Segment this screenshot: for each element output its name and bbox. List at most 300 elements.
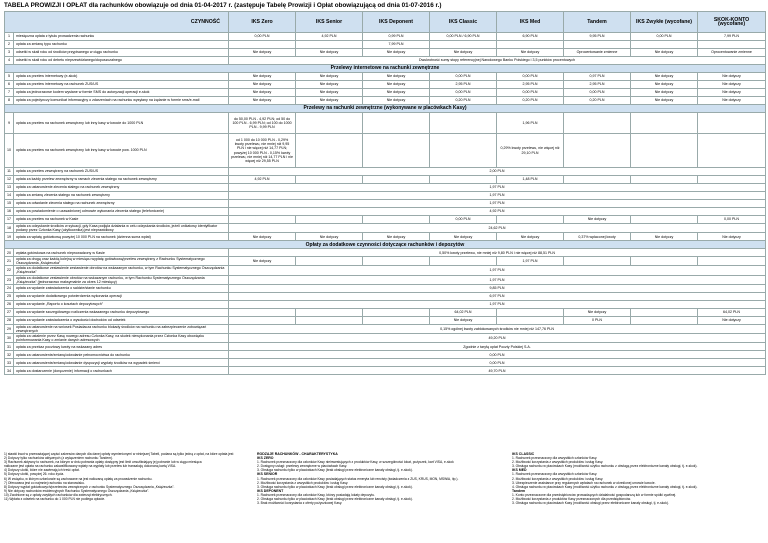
fee-value: [296, 176, 363, 184]
fee-value: [564, 41, 631, 49]
fee-value-all: 1,97 PLN: [229, 300, 766, 308]
fee-value: [229, 216, 296, 224]
table-row: [5, 216, 766, 224]
fee-value: [363, 113, 430, 134]
row-label: opłata za przelew internetowy (e-skok): [14, 73, 229, 81]
fee-value: 0,00 PLN: [497, 89, 564, 97]
fee-value: 7,99 PLN: [698, 33, 766, 41]
header-row: [5, 12, 766, 33]
row-number: 13: [5, 184, 14, 192]
account-type-feature: 4. Obsługa rachunku w placówkach Kasy (możliwość użytku rachunku z obsługą przez elektroniczne kanały obsługi, tj. e-skok).: [512, 484, 698, 489]
table-row: [5, 333, 766, 342]
row-label: opłata za dodatkowe zestawienie obrotów na wskazanym rachunku, w tym Rachunku Systematycznego Oszczędzania „Książeczka” (jednorazowo maksymalnie za okres 12 miesięcy): [14, 275, 229, 284]
fee-value: Oprocentowanie zmienne: [698, 49, 766, 57]
fee-value: 1,97 PLN: [497, 257, 564, 266]
fee-value: [296, 316, 363, 324]
section-title: Przelewy internetowe na rachunki zewnętrzne: [5, 65, 766, 73]
fee-value: 0,00 PLN: [564, 89, 631, 97]
row-number: 11: [5, 168, 14, 176]
fee-value: Nie dotyczy: [698, 73, 766, 81]
fee-value-all: 1,97 PLN: [229, 200, 766, 208]
row-label: opłata za wydanie zaświadczenia o wysokości dochodów od odsetek: [14, 316, 229, 324]
fee-value: [631, 216, 698, 224]
fee-value: Nie dotyczy: [564, 216, 631, 224]
fee-value: [698, 134, 766, 168]
footnote: 2) Dotyczy tylko rachunków aktywnych (z wyłączeniem rachunku Tandem).: [4, 456, 113, 461]
fee-value: 64,02 PLN: [430, 308, 497, 316]
fee-value: 0,00 PLN: [631, 33, 698, 41]
table-row: [5, 192, 766, 200]
fee-value: [363, 134, 430, 168]
row-label: opłata za ustanowienie na wniosek Posiadacza rachunku blokady środków na rachunku na zabezpieczenie zobowiązań zewnętrznych: [14, 324, 229, 333]
account-type-name: IKS DEPONENT: [257, 488, 284, 493]
fee-value-all: Zgodnie z taryfą opłat Poczty Polskiej S.A.: [229, 343, 766, 351]
header-skok-konto: SKOK-KONTO (wycofane): [698, 12, 766, 33]
account-types-left: [257, 452, 507, 505]
table-row: [5, 200, 766, 208]
row-number: 23: [5, 275, 14, 284]
fees-table-body: [5, 33, 766, 375]
fee-value: Nie dotyczy: [564, 308, 631, 316]
fees-table: [4, 11, 766, 375]
row-label: opłata za zmianę typu rachunku: [14, 41, 229, 49]
row-label: opłata za powiadomienie o uzasadnionej odmowie wykonania zlecenia stałego (telefonicznie): [14, 208, 229, 216]
fee-value: 2,95 PLN: [497, 81, 564, 89]
fee-value: Nie dotyczy: [296, 89, 363, 97]
table-row: [5, 81, 766, 89]
fee-value-all: 1,97 PLN: [229, 192, 766, 200]
row-label: opłata za drugą oraz każdą kolejną w miesiącu wypłatę gotówkową/przelew zewnętrzny z Rachunku Systematycznego Oszczędzania „Książeczka”: [14, 257, 229, 266]
row-label: opłata za wydanie dodatkowego potwierdzenia wykonania operacji: [14, 292, 229, 300]
fee-value: 0,97 PLN: [564, 73, 631, 81]
fee-value: 6,90 PLN: [497, 33, 564, 41]
row-number: 33: [5, 359, 14, 367]
fee-value: [430, 134, 497, 168]
fee-value: 7,99 PLN: [363, 41, 430, 49]
row-label: opłata za dostarczenie (doręczenie) informacji o rachunkach: [14, 367, 229, 375]
fee-value: [296, 113, 363, 134]
fee-value: 0 PLN: [564, 316, 631, 324]
account-type-name: IKS ZERO: [257, 456, 274, 461]
section-row: [5, 241, 766, 249]
table-row: [5, 224, 766, 233]
fee-value: Nie dotyczy: [229, 257, 296, 266]
account-type-feature: 3. Obsługa rachunku tylko w placówkach Kasy (brak obsługi przez elektroniczne kanały obsługi, tj. e-skok).: [257, 468, 413, 473]
account-type-feature: 3. Obsługa rachunku tylko w placówkach Kasy (brak obsługi przez elektroniczne kanały obsługi, tj. e-skok).: [257, 484, 413, 489]
fee-value: Nie dotyczy: [229, 49, 296, 57]
fee-value: 0,20 PLN: [430, 97, 497, 105]
table-row: [5, 208, 766, 216]
row-number: 34: [5, 367, 14, 375]
footnote: 9) Nie dotyczy rachunków ewidencyjnych Rachunku Systematycznego Oszczędzania „Książeczka”.: [4, 488, 150, 493]
fee-value: Nie dotyczy: [229, 97, 296, 105]
account-type-feature: 1. Rachunek przeznaczony dla członków Kasy nieinwestujących z produktów Kasy, w szczególności lokat, pożyczek, kart VISA, e-skok: [257, 460, 454, 465]
table-row: [5, 257, 766, 266]
fee-value: Oprocentowanie zmienne: [564, 49, 631, 57]
footnote: 11) Wpłata z odsetek na rachunku do 1 000 PLN nie podlega opłacie.: [4, 497, 106, 502]
account-type-name: IKS CLASSIC: [512, 452, 535, 456]
footnote: 8) Dotyczy wypłat gotówkowych/przelewów zewnętrznych z rachunku Systematycznego Oszczędzania „Książeczka”.: [4, 484, 175, 489]
row-number: 2: [5, 41, 14, 49]
fee-value: Nie dotyczy: [631, 233, 698, 241]
fee-value: Nie dotyczy: [229, 89, 296, 97]
row-number: 17: [5, 216, 14, 224]
account-type-feature: 3. Obsługa rachunku w placówkach Kasy (możliwość obsługi przez elektroniczne kanały obsługi, tj. e-skok).: [512, 501, 669, 506]
row-number: 12: [5, 176, 14, 184]
fee-value: Nie dotyczy: [296, 81, 363, 89]
fee-value: [229, 316, 296, 324]
fee-value-all: 6,97 PLN: [229, 292, 766, 300]
fee-value: [363, 257, 430, 266]
account-type-feature: 1. Rachunek przeznaczony dla członków Kasy, którzy posiadają lokaty depozytu.: [257, 492, 375, 497]
fee-value: [497, 216, 564, 224]
fee-value: [564, 257, 631, 266]
account-type-feature: 1. Rachunek przeznaczony dla wszystkich członków Kasy.: [512, 472, 598, 477]
fee-value: Nie dotyczy: [296, 73, 363, 81]
fee-value: Nie dotyczy: [363, 49, 430, 57]
fee-value: [698, 41, 766, 49]
fee-value: [631, 257, 698, 266]
fee-value: Nie dotyczy: [698, 89, 766, 97]
account-type-name: Tandem: [512, 488, 526, 493]
row-label: opłata za ustalenie przez Kasę nowego adresu Członka Kasy, na skutek niewykonania przez Członka Kasy obowiązku poinformowania Kasy o zmianie danych adresowych: [14, 333, 229, 342]
fee-value-all: 49,70 PLN: [229, 367, 766, 375]
row-label: opłata za ustanowienie/zmianę/odwołanie pełnomocnictwa do rachunku: [14, 351, 229, 359]
row-number: 10: [5, 134, 14, 168]
table-row: [5, 168, 766, 176]
table-row: [5, 249, 766, 257]
table-row: [5, 41, 766, 49]
footnote: 6) W związku, w którym członkowie są zachowane na jest naliczaną opłatę za prowadzenie rachunku.: [4, 476, 153, 481]
fee-value-all: 0,00 PLN: [229, 359, 766, 367]
row-number: 8: [5, 97, 14, 105]
row-number: 1: [5, 33, 14, 41]
fee-value: [698, 176, 766, 184]
fee-value-all: 0,00 PLN: [229, 351, 766, 359]
section-row: [5, 105, 766, 113]
table-row: [5, 292, 766, 300]
row-label: odsetki w skali roku od debetu nieprzewidzianego/dopuszczalnego: [14, 57, 229, 65]
fee-value: [564, 113, 631, 134]
fee-value: [296, 308, 363, 316]
fee-value: 0,00 PLN / 6,90 PLN: [430, 33, 497, 41]
row-number: 3: [5, 49, 14, 57]
table-row: [5, 359, 766, 367]
fee-value: [698, 257, 766, 266]
fee-value: [631, 176, 698, 184]
fee-value: [631, 113, 698, 134]
fee-value: [430, 176, 497, 184]
fee-value-all: 24,62 PLN: [229, 224, 766, 233]
fee-value: [631, 308, 698, 316]
fee-value: Nie dotyczy: [363, 89, 430, 97]
fee-value-all: 9,85 PLN: [229, 284, 766, 292]
fee-value-all: Dwukrotność sumy stopy referencyjnej Narodowego Banku Polskiego i 3,5 punktów procentowych: [229, 57, 766, 65]
fee-value: [296, 41, 363, 49]
row-label: opłata za pojedynczy komunikat informacyjny o zdarzeniach na rachunku wysyłany na żądanie w formie sms/e-mail: [14, 97, 229, 105]
header-iks-zero: IKS Zero: [229, 12, 296, 33]
fee-value: Nie dotyczy: [698, 316, 766, 324]
section-title: Opłaty za dodatkowe czynności dotyczące rachunków i depozytów: [5, 241, 766, 249]
row-label: opłata za dodatkowe zestawienie zestawienie obrotów na wskazanym rachunku, w tym Rachunku Systematycznego Oszczędzania „Książeczka”: [14, 266, 229, 275]
row-label: opłata za przelew internetowy na rachunek ZUS/US: [14, 81, 229, 89]
row-number: 31: [5, 343, 14, 351]
row-label: odsetki w skali roku od środków przypisanego w ciągu rachunku: [14, 49, 229, 57]
row-label: opłata za przelew na rachunek zewnętrzny lub inny kasy w kwocie do 1000 PLN: [14, 113, 229, 134]
fee-value: [296, 216, 363, 224]
row-label: opłata za wpłatę gotówkową powyżej 10 000 PLN na rachunek (dzienna suma wpłat): [14, 233, 229, 241]
fee-value: 4,92 PLN: [229, 176, 296, 184]
fee-value: Nie dotyczy: [363, 233, 430, 241]
fee-value: Nie dotyczy: [698, 81, 766, 89]
table-row: [5, 89, 766, 97]
page-title: TABELA PROWIZJI I OPŁAT dla rachunków obowiązuje od dnia 01-04-2017 r. (zastępuje Tabelę Prowizji i Opłat obowiązującą od dnia 01-07-2016 r.): [4, 2, 442, 9]
row-number: 22: [5, 266, 14, 275]
row-label: opłata za wydanie zaświadczenia o saldzie/stanie rachunku: [14, 284, 229, 292]
fee-value: [564, 176, 631, 184]
fee-value: 0,00 PLN: [698, 216, 766, 224]
table-row: [5, 324, 766, 333]
header-iks-senior: IKS Senior: [296, 12, 363, 33]
fee-value-all: 4,92 PLN: [229, 208, 766, 216]
account-type-feature: 2. Możliwość korzystania z produktów Kasy przeznaczonych dla przedsiębiorców.: [512, 497, 631, 502]
account-type-feature: 1. Konto przeznaczone dla przedsiębiorców prowadzących działalność gospodarczą lub w formie spółki cywilnej.: [512, 492, 677, 497]
account-type-name: IKS MED: [512, 468, 527, 473]
row-number: 25: [5, 292, 14, 300]
fee-value: [430, 113, 497, 134]
fee-value: 0,00 PLN: [430, 73, 497, 81]
account-type-feature: 2. Dostępny usługi: przelewy zewnętrzne w placówkach Kasy.: [257, 464, 348, 469]
fee-value: Nie dotyczy: [229, 73, 296, 81]
table-row: [5, 266, 766, 275]
row-number: 4: [5, 57, 14, 65]
fee-value: 0,00 PLN: [229, 33, 296, 41]
fee-value-all: 0,15% ogólnej kwoty zablokowanych środków nie mniej niż 147,76 PLN: [229, 324, 766, 333]
row-number: 32: [5, 351, 14, 359]
fee-value: Nie dotyczy: [363, 73, 430, 81]
fee-value: 0,29% kwoty przelewu, nie więcej niż 29,10 PLN: [497, 134, 564, 168]
fee-value: [564, 134, 631, 168]
row-label: wpłata gotówkowa na rachunek nieprowadzony w Kasie: [14, 249, 229, 257]
row-label: opłata za odwołanie zlecenia stałego na rachunek zewnętrzny: [14, 200, 229, 208]
fee-value: 64,02 PLN: [698, 308, 766, 316]
fee-value: Nie dotyczy: [363, 81, 430, 89]
row-number: 26: [5, 300, 14, 308]
row-number: 5: [5, 73, 14, 81]
fee-value: [497, 41, 564, 49]
row-number: 18: [5, 224, 14, 233]
row-number: 9: [5, 113, 14, 134]
account-type-name: IKS SENIOR: [257, 472, 278, 477]
fee-value-all: 1,97 PLN: [229, 275, 766, 284]
row-label: opłata za każdy przelew zewnętrzny w ramach zlecenia stałego na rachunek zewnętrzny: [14, 176, 229, 184]
row-label: opłata za odzyskanie środków w sytuacji, gdy Kasa podjęła działania w celu odzyskania środków, jeżeli unikatowy identyfikator podany przez Członka Kasy (użytkownika) jest nieprawidłowy: [14, 224, 229, 233]
table-row: [5, 176, 766, 184]
footnotes: [4, 452, 249, 501]
fee-value: 0,20 PLN: [497, 97, 564, 105]
table-row: [5, 351, 766, 359]
table-row: [5, 316, 766, 324]
row-number: 15: [5, 200, 14, 208]
table-row: [5, 367, 766, 375]
row-label: opłata za jednorazowe kodem wysłane w formie SMS do autoryzacji operacji e-skok: [14, 89, 229, 97]
fee-value: Nie dotyczy: [229, 81, 296, 89]
fee-value: Nie dotyczy: [631, 49, 698, 57]
footnote: 3) Rachunek aktywny to rachunek, na którym w dniu pobrania opłaty dostępny jest limit umożliwiający jej pobranie lub w ciągu miesiąca: [4, 460, 202, 465]
account-type-feature: 2. Możliwość korzystania z wszystkich produktów i usług Kasy.: [512, 460, 604, 465]
table-row: [5, 308, 766, 316]
fee-value: Nie dotyczy: [497, 233, 564, 241]
fee-value: [363, 176, 430, 184]
account-type-feature: 2. Obsługa rachunku tylko w placówkach Kasy (brak obsługi przez elektroniczne kanały obsługi, tj. e-skok).: [257, 497, 413, 502]
fee-value: Nie dotyczy: [631, 89, 698, 97]
table-row: [5, 57, 766, 65]
account-types-right: [512, 452, 764, 505]
fee-value: Nie dotyczy: [698, 97, 766, 105]
row-number: 19: [5, 233, 14, 241]
fee-value: [430, 257, 497, 266]
fee-value-all: 1,97 PLN: [229, 184, 766, 192]
account-type-feature: 1. Rachunek przeznaczony dla członków Kasy posiadających status emeryta lub rencisty (świadczenia z ZUS, KRUS, MON, MSWiA, itp.).: [257, 476, 459, 481]
header-czynnosc: CZYNNOŚĆ: [5, 12, 229, 33]
fee-value: 0,20 PLN: [564, 97, 631, 105]
fee-value: 0,00 PLN: [430, 216, 497, 224]
fee-value: [631, 316, 698, 324]
fee-value: [229, 41, 296, 49]
fee-value: [296, 134, 363, 168]
row-number: 24: [5, 284, 14, 292]
fee-value: 2,95 PLN: [430, 81, 497, 89]
row-number: 6: [5, 81, 14, 89]
fee-value: Nie dotyczy: [296, 233, 363, 241]
table-row: [5, 33, 766, 41]
table-row: [5, 73, 766, 81]
section-title: Przelewy na rachunki zewnętrzne (wykonywane w placówkach Kasy): [5, 105, 766, 113]
fee-value: Nie dotyczy: [430, 49, 497, 57]
header-iks-classic: IKS Classic: [430, 12, 497, 33]
fee-value: Nie dotyczy: [631, 73, 698, 81]
section-row: [5, 65, 766, 73]
fee-value-all: 49,20 PLN: [229, 333, 766, 342]
header-iks-deponent: IKS Deponent: [363, 12, 430, 33]
fee-value: [229, 308, 296, 316]
fee-value: od 1 000 do 10 000 PLN - 0,29% kwoty przelewu, nie mniej niż 9,95 PLN i nie więcej niż 14,77 PLN; powyżej 10 000 PLN - 0,15% kwoty przelewu, nie mniej niż 14,77 PLN i nie więcej niż 29,55 PLN: [229, 134, 296, 168]
table-row: [5, 134, 766, 168]
fee-value: [430, 41, 497, 49]
header-iks-med: IKS Med: [497, 12, 564, 33]
account-type-feature: 1. Rachunek przeznaczony dla wszystkich członków Kasy.: [512, 456, 598, 461]
header-tandem: Tandem: [564, 12, 631, 33]
fee-value: Nie dotyczy: [430, 316, 497, 324]
fee-value: Nie dotyczy: [296, 49, 363, 57]
table-row: [5, 275, 766, 284]
account-types-title: RODZAJE RACHUNKÓW - CHARAKTERYSTYKA: [257, 452, 338, 456]
fee-value: 0,00 PLN: [497, 73, 564, 81]
fee-value: Nie dotyczy: [497, 49, 564, 57]
row-number: 29: [5, 324, 14, 333]
row-number: 30: [5, 333, 14, 342]
account-type-feature: 3. Ubezpieczenie assistance przy regularnych wpłatach na rachunek w określonej umowie kwocie.: [512, 480, 656, 485]
table-row: [5, 184, 766, 192]
table-row: [5, 284, 766, 292]
fee-value-all: 1,97 PLN: [229, 266, 766, 275]
fee-value: 1,48 PLN: [497, 176, 564, 184]
row-label: opłata za zmianę zlecenia stałego na rachunek zewnętrzny: [14, 192, 229, 200]
fee-value: 9,95 PLN: [564, 33, 631, 41]
row-number: 21: [5, 257, 14, 266]
footnote: 10) Zwolnione są z opłaty zwykłych rachunków dla zwierząt elektrycznych.: [4, 492, 113, 497]
account-type-feature: 3. Obsługa rachunku w placówkach Kasy (możliwość użytku rachunku z obsługą przez elektroniczne kanały obsługi, tj. e-skok).: [512, 464, 698, 469]
row-number: 14: [5, 192, 14, 200]
fee-value: 2,95 PLN: [564, 81, 631, 89]
row-label: opłata za wydanie szczegółowego rozliczenia wskazanego rachunku depozytowego: [14, 308, 229, 316]
row-number: 28: [5, 316, 14, 324]
table-row: [5, 49, 766, 57]
fee-value: 4,92 PLN: [296, 33, 363, 41]
row-number: 20: [5, 249, 14, 257]
footnote: 5) Dotyczy ulotki, powyżej 26. roku życia.: [4, 472, 65, 477]
table-row: [5, 97, 766, 105]
fee-value: 0,99 PLN: [363, 33, 430, 41]
row-number: 16: [5, 208, 14, 216]
fee-value: 0,00 PLN: [430, 89, 497, 97]
fee-value: [497, 308, 564, 316]
table-row: [5, 300, 766, 308]
fee-value: [631, 134, 698, 168]
fee-value: [631, 41, 698, 49]
fee-value-all: 0,50% kwoty przelewu, nie mniej niż 9,80 PLN i nie więcej niż 88,51 PLN: [229, 249, 766, 257]
footnote: naliczane jest opłata na rachunku zakwalifikowany wpłaty na wypłaty lub przelew lub transakcję dokonaną kartą VISA.: [4, 464, 177, 469]
fee-value: [363, 316, 430, 324]
row-label: opłata za wydanie „Raportu o kosztach depozytowych”: [14, 300, 229, 308]
fee-value: 0,37% wpłaconej kwoty: [564, 233, 631, 241]
fee-value: [497, 316, 564, 324]
row-label: miesięczna opłata z tytułu prowadzenia rachunku: [14, 33, 229, 41]
row-number: 7: [5, 89, 14, 97]
fee-value: [296, 257, 363, 266]
footnote: 4) Dotyczy ulotki, które nie zawierają ich treść opłat.: [4, 468, 80, 473]
fee-value: [363, 308, 430, 316]
fee-value: Nie dotyczy: [229, 233, 296, 241]
fee-value: [698, 113, 766, 134]
row-label: opłata za ustanowienie/zmianę/odwołanie dyspozycji wypłaty środków na wypadek śmierci: [14, 359, 229, 367]
fee-value: Nie dotyczy: [631, 81, 698, 89]
fee-value: Nie dotyczy: [296, 97, 363, 105]
row-number: 27: [5, 308, 14, 316]
header-iks-zwykle: IKS Zwykłe (wycofane): [631, 12, 698, 33]
fee-value: [363, 216, 430, 224]
table-row: [5, 233, 766, 241]
fee-value: 1,96 PLN: [497, 113, 564, 134]
footnote: 1) stawki kwot w przeważającej części zakresów danych dla danej opłaty wymienionymi w niniejszej Tabeli, podana są tylko jedną z opłat, na które opłata jest: [4, 452, 234, 456]
fee-value: Nie dotyczy: [430, 233, 497, 241]
table-row: [5, 113, 766, 134]
fee-value: do 50,00 PLN - 4,92 PLN; od 50 do 100 PLN - 6,99 PLN; od 100 do 1000 PLN - 9,99 PLN: [229, 113, 296, 134]
row-label: opłata za przekaz pocztowy kwoty na wskazany adres: [14, 343, 229, 351]
row-label: opłata za ustanowienie zlecenia stałego na rachunek zewnętrzny: [14, 184, 229, 192]
fee-value: Nie dotyczy: [363, 97, 430, 105]
row-label: opłata za przelew na rachunek w Kasie: [14, 216, 229, 224]
table-row: [5, 343, 766, 351]
row-label: opłata za przelew na rachunek zewnętrzny lub inny kasy w kwocie pow. 1000 PLN: [14, 134, 229, 168]
account-type-feature: 2. Możliwość korzystania z wszystkich produktów i usług Kasy.: [512, 476, 604, 481]
fee-value: Nie dotyczy: [698, 233, 766, 241]
fee-value-all: 2,00 PLN: [229, 168, 766, 176]
account-type-feature: 3. Brak możliwości korzystania z oferty pożyczkowej Kasy.: [257, 501, 343, 506]
row-label: opłata za przelew zewnętrzny na rachunek ZUS/US: [14, 168, 229, 176]
fee-value: Nie dotyczy: [631, 97, 698, 105]
footnote: 7) Oferowana jest co najmniej rachunku na stanowisku.: [4, 480, 85, 485]
